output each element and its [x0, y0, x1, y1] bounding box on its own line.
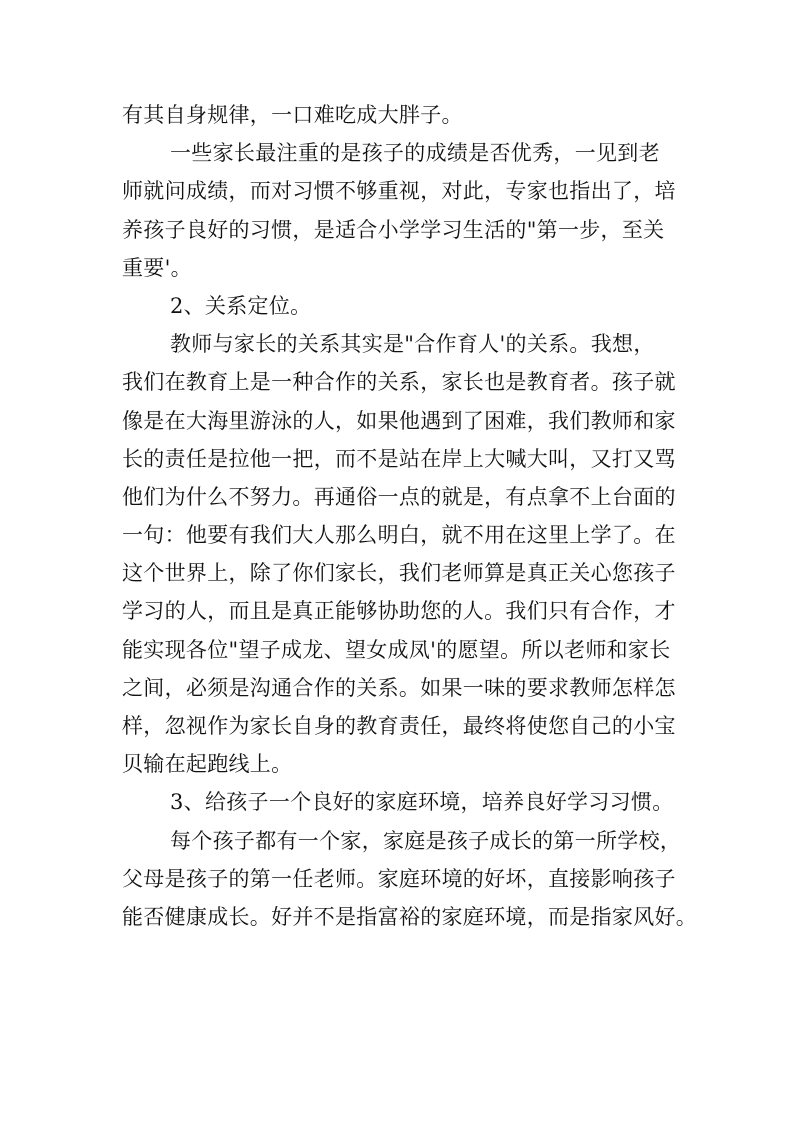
text-line: 有其自身规律，一口难吃成大胖子。 — [122, 103, 463, 127]
section-heading: 3、给孩子一个良好的家庭环境，培养良好学习习惯。 — [170, 790, 674, 815]
text-line: 养孩子良好的习惯，是适合小学学习生活的"第一步，至关 — [122, 217, 665, 242]
text-line: 学习的人，而且是真正能够协助您的人。我们只有合作，才 — [122, 599, 676, 624]
text-line: 能否健康成长。好并不是指富裕的家庭环境，而是指家风好。 — [122, 904, 698, 929]
text-line: 重要'。 — [122, 255, 192, 280]
document-body — [122, 96, 698, 936]
text-line: 他们为什么不努力。再通俗一点的就是，有点拿不上台面的 — [122, 484, 676, 509]
text-line: 长的责任是拉他一把，而不是站在岸上大喊大叫，又打又骂 — [122, 446, 676, 471]
text-line: 像是在大海里游泳的人，如果他遇到了困难，我们教师和家 — [122, 408, 676, 433]
text-line: 我们在教育上是一种合作的关系，家长也是教育者。孩子就 — [122, 370, 676, 395]
text-line: 贝输在起跑线上。 — [122, 752, 293, 777]
text-line: 教师与家长的关系其实是"合作育人'的关系。我想， — [170, 332, 655, 357]
text-line: 一句：他要有我们大人那么明白，就不用在这里上学了。在 — [122, 523, 676, 548]
text-line: 父母是孩子的第一任老师。家庭环境的好坏，直接影响孩子 — [122, 866, 676, 891]
section-heading: 2、关系定位。 — [170, 293, 312, 318]
text-line: 这个世界上，除了你们家长，我们老师算是真正关心您孩子 — [122, 561, 676, 586]
text-line: 师就问成绩，而对习惯不够重视，对此，专家也指出了，培 — [122, 179, 676, 204]
text-line: 之间，必须是沟通合作的关系。如果一味的要求教师怎样怎 — [122, 675, 676, 700]
text-line: 能实现各位"望子成龙、望女成凤'的愿望。所以老师和家长 — [122, 637, 671, 662]
text-line: 样，忽视作为家长自身的教育责任，最终将使您自己的小宝 — [122, 714, 676, 738]
text-line: 一些家长最注重的是孩子的成绩是否优秀，一见到老 — [170, 141, 660, 166]
text-line: 每个孩子都有一个家，家庭是孩子成长的第一所学校， — [170, 828, 682, 853]
